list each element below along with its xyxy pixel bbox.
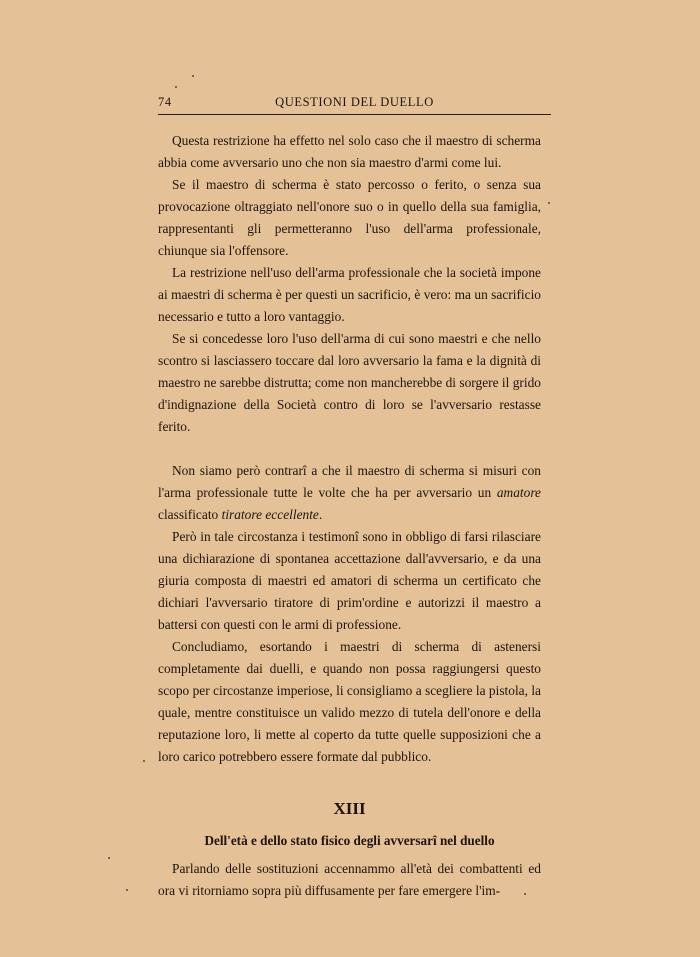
paragraph: Se si concedesse loro l'uso dell'arma di cui sono maestri e che nello scontro si lasciassero toccare dal loro avversario la fama e la dignità di maestro ne sarebbe distrutta; come non mancherebbe di sorgere il grido d'indignazione della Società contro di loro se l'avversario restasse ferito.	[158, 331, 541, 434]
paper-speck	[524, 893, 526, 895]
paper-speck	[108, 857, 110, 859]
paper-speck	[192, 75, 194, 77]
italic-term: tiratore eccellente	[221, 507, 319, 522]
running-title: QUESTIONI DEL DUELLO	[275, 95, 434, 109]
paragraph: Concludiamo, esortando i maestri di scherma di astenersi completamente dai duelli, e quando non possa raggiungersi questo scopo per circostanze imperiose, li consigliamo a scegliere la pistola, la quale, mentre constituisce un valido mezzo di tutela dell'onore e della reputazione loro, li mette al coperto da tutte quelle supposizioni che a loro carico potrebbero essere formate dal pubblico.	[158, 639, 541, 764]
page-number: 74	[158, 95, 172, 109]
paragraph: Questa restrizione ha effetto nel solo caso che il maestro di scherma abbia come avversario uno che non sia maestro d'armi come lui.	[158, 133, 541, 170]
paper-speck	[548, 202, 550, 204]
paper-speck	[143, 760, 145, 762]
paragraph: Se il maestro di scherma è stato percosso o ferito, o senza sua provocazione oltraggiato nell'onore suo o in quello della sua famiglia, rappresentanti gli permetteranno l'uso dell'arma professionale, chiunque sia l'offensore.	[158, 177, 541, 258]
paragraph-text: Non siamo però contrarî a che il maestro di scherma si misuri con l'arma professionale tutte le volte che ha per avversario un	[158, 463, 541, 500]
paragraph-text: classificato	[158, 507, 222, 522]
paragraph	[158, 460, 541, 526]
paragraph: La restrizione nell'uso dell'arma professionale che la società impone ai maestri di scherma è per questi un sacrificio, è vero: ma un sacrificio necessario e tutto a loro vantaggio.	[158, 265, 541, 324]
paragraph: Parlando delle sostituzioni accennammo all'età dei combattenti ed ora vi ritorniamo sopra più diffusamente per fare emergere l'im-	[158, 861, 541, 898]
paragraph-text: .	[318, 507, 323, 522]
chapter-number: XIII	[333, 799, 366, 818]
italic-term: amatore	[496, 485, 541, 500]
paragraph: Però in tale circostanza i testimonî sono in obbligo di farsi rilasciare una dichiarazione di spontanea accettazione dall'avversario, e da una giuria composta di maestri ed amatori di scherma un certificato che dichiari l'avversario tiratore di prim'ordine e autorizzi il maestro a battersi con questi con le armi di professione.	[158, 529, 541, 632]
body-text	[158, 130, 541, 902]
page-header	[158, 95, 551, 113]
paper-speck	[126, 889, 128, 891]
paper-speck	[175, 86, 177, 88]
header-rule	[158, 114, 551, 115]
chapter-title: Dell'età e dello stato fisico degli avversarî nel duello	[204, 833, 495, 848]
